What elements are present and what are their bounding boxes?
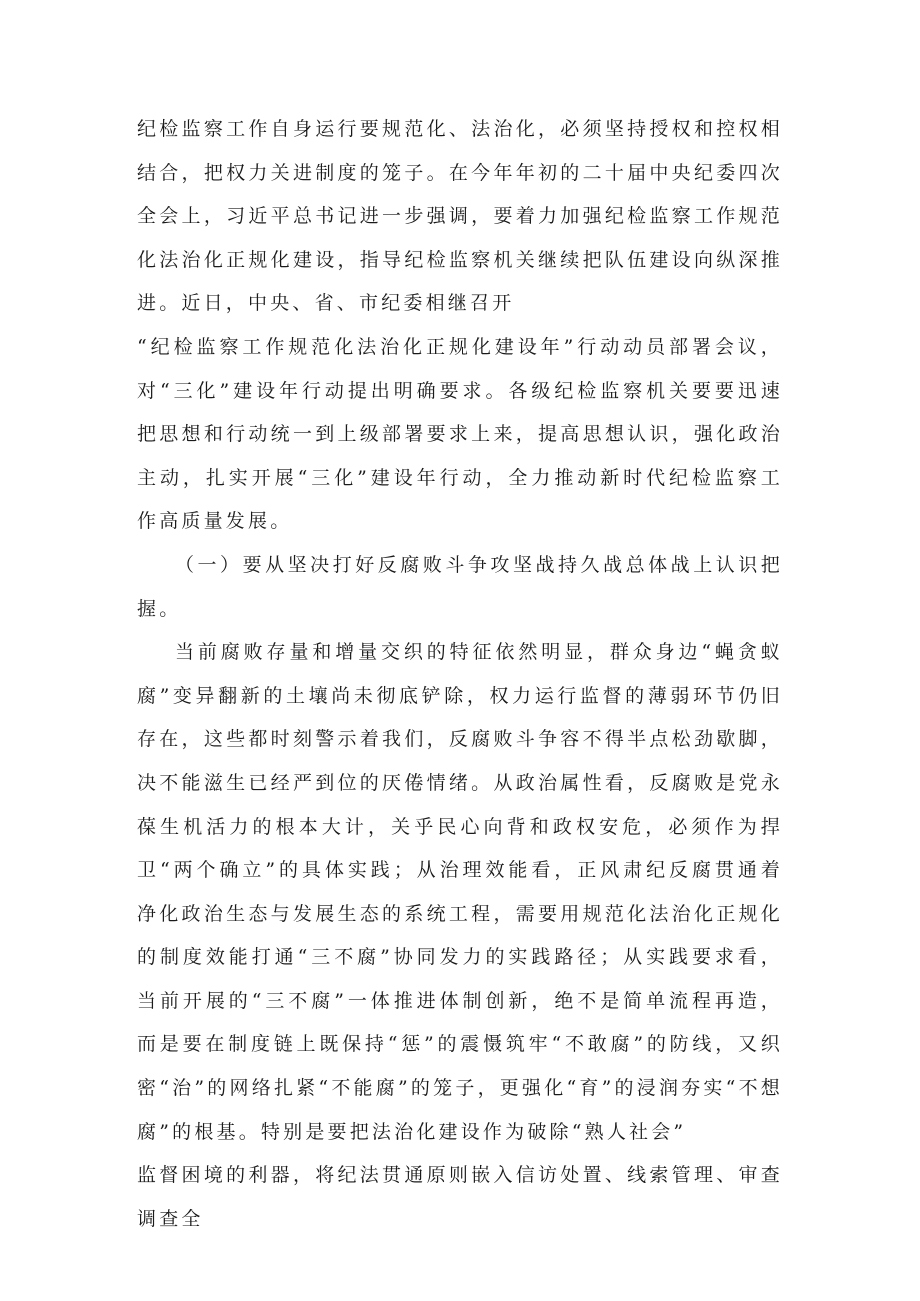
paragraph-intro: 纪检监察工作自身运行要规范化、法治化，必须坚持授权和控权相结合，把权力关进制度的笼子。在今年年初的二十届中央纪委四次全会上，习近平总书记进一步强调，要着力加强纪检监察工作规范化法治化正规化建设，指导纪检监察机关继续把队伍建设向纵深推进。近日，中央、省、市纪委相继召开 <box>137 118 783 315</box>
paragraph-section-1-body: 当前腐败存量和增量交织的特征依然明显，群众身边“蝇贪蚁腐”变异翻新的土壤尚未彻底铲除，权力运行监督的薄弱环节仍旧存在，这些都时刻警示着我们，反腐败斗争容不得半点松劲歇脚，决不能滋生已经严到位的厌倦情绪。从政治属性看，反腐败是党永葆生机活力的根本大计，关乎民心向背和政权安危，必须作为捍卫“两个确立”的具体实践；从治理效能看，正风肃纪反腐贯通着净化政治生态与发展生态的系统工程，需要用规范化法治化正规化的制度效能打通“三不腐”协同发力的实践路径；从实践要求看，当前开展的“三不腐”一体推进体制创新，绝不是简单流程再造，而是要在制度链上既保持“惩”的震慑筑牢“不敢腐”的防线，又织密“治”的网络扎紧“不能腐”的笼子，更强化“育”的浸润夯实“不想腐”的根基。特别是要把法治化建设作为破除“熟人社会” <box>137 641 783 1143</box>
paragraph-continuation: 监督困境的利器，将纪法贯通原则嵌入信访处置、线索管理、审查调查全 <box>137 1164 783 1230</box>
section-heading-1: （一）要从坚决打好反腐败斗争攻坚战持久战总体战上认识把握。 <box>137 553 783 620</box>
document-body <box>137 108 783 1241</box>
paragraph-meeting: “纪检监察工作规范化法治化正规化建设年”行动动员部署会议，对“三化”建设年行动提出明确要求。各级纪检监察机关要要迅速把思想和行动统一到上级部署要求上来，提高思想认识，强化政治主动，扎实开展“三化”建设年行动，全力推动新时代纪检监察工作高质量发展。 <box>137 335 783 533</box>
